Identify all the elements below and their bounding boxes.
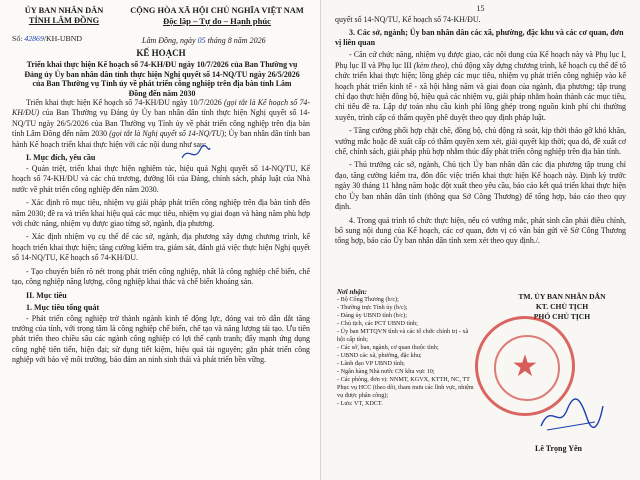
recipients-title: Nơi nhận: [337, 288, 368, 296]
issuing-authority: ỦY BAN NHÂN DÂN TỈNH LÂM ĐỒNG [24, 6, 104, 25]
section-heading: II. Mục tiêu [26, 290, 67, 300]
document-body [12, 98, 310, 366]
handwritten-signature-icon [537, 396, 607, 436]
recipient-item: - Các sở, ban, ngành, cơ quan thuộc tỉnh; [337, 344, 439, 351]
page-number: 15 [476, 4, 485, 13]
intro-paragraph: Triển khai thực hiện Kế hoạch số 74-KH/ĐU ngày 10/7/2026 (gọi tắt là Kế hoạch số 74-KH/ĐU) của Ban Thường vụ Đảng ủy Ủy ban nhân dân tỉnh thực hiện Nghị quyết số 14-NQ/TU ngày 26/5/2026 của Ban Thường vụ Tỉnh ủy về phát triển công nghiệp trên địa bàn tỉnh Lâm Đồng đến năm 2030 (gọi tắt là Nghị quyết số 14-NQ/TU); Ủy ban nhân dân tỉnh ban hành Kế hoạch triển khai thực hiện với các nội dung như sau: [12, 98, 310, 149]
paragraph: - Xác định nhiệm vụ cụ thể để các sở, ngành, địa phương xây dựng chương trình, kế hoạch triển khai thực hiện; tăng cường kiểm tra, giám sát, đánh giá việc thực hiện Nghị quyết số 14-NQ/TU, Kế hoạch số 74-KH/ĐU. [12, 232, 310, 263]
document-date: Lâm Đồng, ngày 05 tháng 8 năm 2026 [142, 36, 266, 45]
section-heading: 3. Các sở, ngành; Ủy ban nhân dân các xã, phường, đặc khu và các cơ quan, đơn vị liên quan [335, 28, 624, 48]
paragraph: - Xác định rõ mục tiêu, nhiệm vụ giải pháp phát triển công nghiệp trên địa bàn tỉnh đến năm 2030; đề ra và triển khai hiệu quả các mục tiêu, nhiệm vụ giai đoạn và hàng năm phù hợp với chức năng, nhiệm vụ được giao từng sở, ngành, địa phương. [12, 198, 311, 229]
document-number: Số: 42869/KH-UBND [12, 34, 82, 43]
section-heading: I. Mục đích, yêu cầu [26, 153, 96, 163]
paragraph: 4. Trong quá trình tổ chức thực hiện, nếu có vướng mắc, phát sinh cần phải điều chỉnh, bổ sung nội dung của Kế hoạch, các cơ quan, đơn vị có văn bản gửi về Sở Công Thương tổng hợp, báo cáo Ủy ban nhân dân tỉnh xem xét theo quy định./. [335, 215, 626, 246]
paragraph: - Thủ trưởng các sở, ngành, Chủ tịch Ủy ban nhân dân các địa phương tập trung chỉ đạo, tăng cường kiểm tra, đôn đốc việc triển khai thực hiện Kế hoạch này. Định kỳ trước ngày 30 tháng 11 hằng năm hoặc đột xuất theo yêu cầu, báo cáo kết quả triển khai thực hiện cho Ủy ban nhân dân tỉnh (thông qua Sở Công Thương) để tổng hợp, báo cáo theo quy định. [335, 160, 626, 212]
recipient-item: - Bộ Công Thương (b/c); [337, 296, 399, 303]
recipients-list [337, 288, 477, 408]
handwritten-day: 05 [197, 36, 206, 45]
signer-name: Lê Trọng Yên [535, 444, 582, 453]
paragraph: - Quán triệt, triển khai thực hiện nghiêm túc, hiệu quả Nghị quyết số 14-NQ/TU, Kế hoạch số 74-KH/ĐU và các chủ trương, đường lối của Đảng, chính sách, pháp luật của Nhà nước về phát triển công nghiệp đến năm 2030. [12, 164, 310, 194]
recipient-item: - Ủy ban MTTQVN tỉnh và các tổ chức chính trị - xã hội cấp tỉnh; [337, 328, 469, 343]
document-header [12, 6, 310, 98]
subsection-heading: 1. Mục tiêu tổng quát [26, 302, 100, 312]
recipient-item: - Lưu: VT, XDCT. [337, 400, 383, 407]
recipient-item: - Chủ tịch, các PCT UBND tỉnh; [337, 320, 418, 327]
recipient-item: - Ngân hàng Nhà nước CN khu vực 10; [337, 368, 435, 375]
paragraph: - Căn cứ chức năng, nhiệm vụ được giao, các nội dung của Kế hoạch này và Phụ lục I, Phụ lục II và Phụ lục III (kèm theo), chủ động xây dựng chương trình, kế hoạch cụ thể để tổ chức triển khai thực hiện; lồng ghép các mục tiêu, nhiệm vụ phát triển công nghiệp vào kế hoạch phát triển kinh tế - xã hội hằng năm và giai đoạn của ngành, địa phương; tập trung chỉ đạo thực hiện đồng bộ, hiệu quả các nhiệm vụ, giải pháp nhằm hoàn thành các mục tiêu, chỉ tiêu đề ra. Lập dự toán nhu cầu kinh phí lồng ghép trong nguồn kinh phí chi thường xuyên, trình cấp có thẩm quyền phê duyệt theo quy định pháp luật. [335, 50, 626, 122]
recipient-item: - Các phòng, đơn vị: NNMT, KGVX, KTTH, NC, TT Phục vụ HCC (theo dõi, tham mưu các lĩnh vực, nhiệm vụ được phân công); [337, 376, 474, 399]
recipient-item: - Đảng ủy UBND tỉnh (b/c); [337, 312, 407, 319]
document-subject: Triển khai thực hiện Kế hoạch số 74-KH/ĐU ngày 10/7/2026 của Ban Thường vụ Đảng ủy Ủy ban nhân dân tỉnh thực hiện Nghị quyết số 14-NQ/TU ngày 26/5/2026 của Ban Thường vụ Tỉnh ủy về phát triển công nghiệp trên địa bàn tỉnh Lâm Đồng đến năm 2030 [24, 60, 300, 98]
document-type: KẾ HOẠCH [136, 48, 186, 58]
document-page-2 [320, 0, 640, 480]
recipient-item: - Lãnh đạo VP UBND tỉnh; [337, 360, 405, 367]
seal-star-icon: ★ [511, 350, 539, 383]
initial-mark-icon [180, 144, 212, 164]
recipient-item: - UBND các xã, phường, đặc khu; [337, 352, 422, 359]
document-body [335, 15, 626, 247]
paragraph: - Tạo chuyển biến rõ nét trong phát triển công nghiệp, nhất là công nghiệp chế biến, chế tạo, công nghiệp năng lượng, công nghiệp khai thác và chế biến khoáng sản. [12, 266, 310, 287]
paragraph: quyết số 14-NQ/TU, Kế hoạch số 74-KH/ĐU. [335, 15, 481, 24]
recipient-item: - Thường trực Tỉnh ủy (b/c); [337, 304, 408, 311]
paragraph: - Phát triển công nghiệp trở thành ngành kinh tế động lực, đóng vai trò dẫn dắt tăng trưởng của tỉnh, với trọng tâm là công nghiệp chế biến, chế tạo và năng lượng tái tạo. Ưu tiên phát triển theo chiều sâu các ngành công nghiệp có lợi thế cạnh tranh; đẩy mạnh ứng dụng công nghệ tiên tiến, hiện đại; sử dụng tiết kiệm, hiệu quả tài nguyên; gắn phát triển công nghiệp với bảo vệ môi trường, bảo đảm an ninh sinh thái và phát triển bền vững. [12, 313, 310, 365]
handwritten-number: 42869 [24, 34, 44, 43]
signature-block: TM. ỦY BAN NHÂN DÂN KT. CHỦ TỊCH PHÓ CHỦ TỊCH [518, 292, 606, 321]
paragraph: - Tăng cường phối hợp chặt chẽ, đồng bộ, chủ động rà soát, kịp thời tháo gỡ khó khăn, vướng mắc hoặc đề xuất cấp có thẩm quyền xem xét, giải quyết kịp thời; qua đó, đề xuất cơ chế, chính sách, giải pháp phù hợp nhằm thúc đẩy phát triển công nghiệp trên địa bàn tỉnh. [335, 126, 626, 157]
national-title: CỘNG HÒA XÃ HỘI CHỦ NGHĨA VIỆT NAM Độc lập – Tự do – Hạnh phúc [130, 6, 304, 26]
